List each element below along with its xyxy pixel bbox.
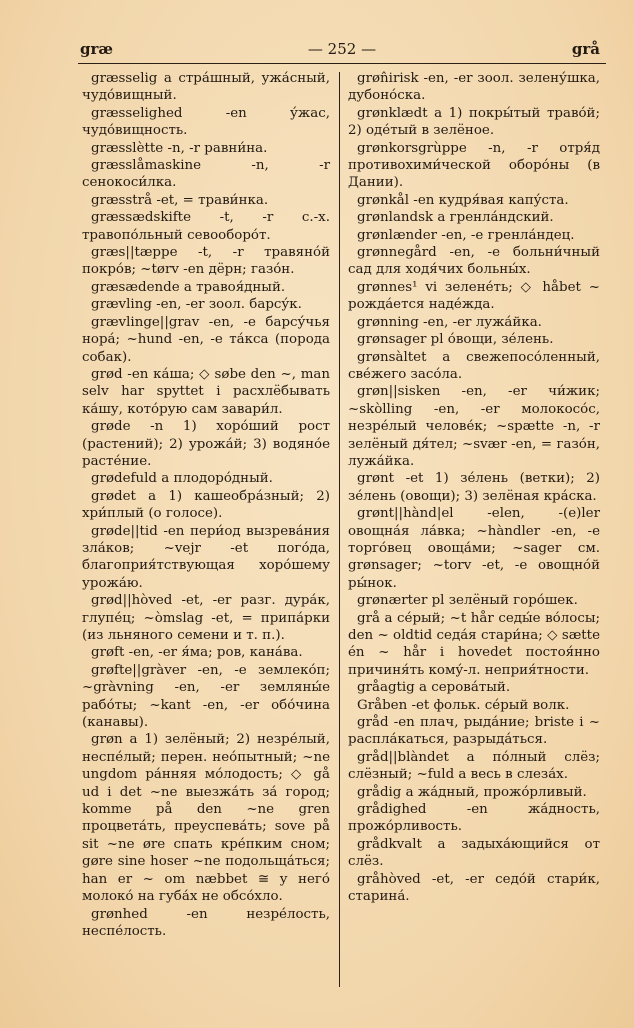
left-column <box>82 70 330 940</box>
column-divider <box>339 72 340 987</box>
dictionary-entry: grøft -en, -er я́ма; ров, кана́ва. <box>91 645 303 661</box>
dictionary-entry: grønærter pl зелёный горо́шек. <box>357 593 578 609</box>
dictionary-entry: grønsàltet a свежепосо́ленный, све́жего засо́ла. <box>348 349 600 382</box>
dictionary-entry: græsselighed -en у́жас, чудо́вищность. <box>82 105 330 139</box>
dictionary-entry: gråd||blàndet a по́лный слёз; слёзный; ~fuld a весь в слеза́х. <box>348 749 600 783</box>
dictionary-entry: grøn a 1) зелёный; 2) незре́лый, неспе́лый; перен. нео́пытный; ~ne ungdom ра́нняя мо́лодость; ◇ gå ud i det ~ne выезжа́ть за́ город; komme på den ~ne gren процвета́ть, преуспева́ть; sove på sit ~ne øre спать кре́пким сном; gøre sine hoser ~ne подольща́ться; han er ~ om næbbet ≅ у него́ молоко́ на губа́х не обсо́хло. <box>82 732 330 905</box>
dictionary-entry: grød||hòved -et, -er разг. дура́к, глупе́ц; ~òmslag -et, = припа́рки (из льняного семени и т. п.). <box>82 593 330 643</box>
dictionary-entry: græsselig a стра́шный, ужа́сный, чудо́вищный. <box>82 71 330 104</box>
dictionary-entry: grønlandsk a гренла́ндский. <box>357 210 554 226</box>
dictionary-entry: grævling -en, -er зоол. барсу́к. <box>91 297 302 313</box>
dictionary-entry: grønt -et 1) зе́лень (ветки); 2) зе́лень (овощи); 3) зелёная кра́ска. <box>348 471 600 504</box>
dictionary-entry: grønklædt a 1) покры́тый траво́й; 2) оде́тый в зелёное. <box>348 105 600 139</box>
dictionary-entry: grønnes¹ vi зелене́ть; ◇ håbet ~ рожда́ется наде́жда. <box>348 279 600 313</box>
right-column <box>348 70 600 906</box>
dictionary-entry: grønkorsgrùppe -n, -r отря́д противохими́ческой оборо́ны (в Дании). <box>348 140 600 191</box>
dictionary-entry: græs||tæppe -t, -r травяно́й покро́в; ~tørv -en дёрн; газо́н. <box>82 245 330 278</box>
dictionary-entry: grådig a жа́дный, прожо́рливый. <box>357 784 587 800</box>
dictionary-entry: grøn̂irisk -en, -er зоол. зелену́шка, дубоно́ска. <box>348 71 600 104</box>
dictionary-entry: gråd -en плач, рыда́ние; briste i ~ распла́каться, разрыда́ться. <box>348 715 600 748</box>
dictionary-entry: grådighed -en жа́дность, прожо́рливость. <box>348 802 600 835</box>
dictionary-entry: græsslåmaskine -n, -r сенокоси́лка. <box>82 158 330 191</box>
dictionary-entry: grønlænder -en, -e гренла́ндец. <box>357 227 575 243</box>
dictionary-entry: gråhòved -et, -er седо́й стари́к, старина́. <box>348 871 600 905</box>
dictionary-entry: grønt||hànd|el -elen, -(e)ler овощна́я ла́вка; ~hàndler -en, -e торго́вец овоща́ми; ~sager см. grønsager; ~torv -et, -e овощно́й ры́нок. <box>348 506 600 591</box>
dictionary-entry: Gråben -et фольк. се́рый волк. <box>357 697 570 713</box>
dictionary-entry: grød -en ка́ша; ◇ søbe den ~, man selv har spyttet i расхлёбывать ка́шу, кото́рую сам завари́л. <box>82 366 330 417</box>
dictionary-entry: grå a се́рый; ~t hår седы́е во́лосы; den ~ oldtid седа́я стари́на; ◇ sætte én ~ hår i hovedet постоя́нно причиня́ть кому́-л. неприя́тности. <box>348 610 600 678</box>
header-first-word: græ <box>80 40 114 58</box>
dictionary-entry: grøfte||gràver -en, -e землеко́п; ~gràvning -en, -er земляны́е рабо́ты; ~kant -en, -er обо́чина (канавы). <box>82 662 330 731</box>
dictionary-entry: grønsager pl о́вощи, зе́лень. <box>357 332 554 348</box>
dictionary-entry: gråagtig a серова́тый. <box>357 680 511 696</box>
dictionary-entry: grødefuld a плодоро́дный. <box>91 471 273 487</box>
dictionary-entry: grævlinge||grav -en, -e барсу́чья нора́; ~hund -en, -e та́кса (порода собак). <box>82 314 330 365</box>
dictionary-entry: grøde -n 1) хоро́ший рост (растений); 2) урожа́й; 3) водяно́е расте́ние. <box>82 419 330 469</box>
dictionary-entry: grønning -en, -er лужа́йка. <box>357 314 542 330</box>
dictionary-entry: græsædende a травоя́дный. <box>91 279 286 295</box>
dictionary-entry: grådkvalt a задыха́ющийся от слёз. <box>348 836 600 870</box>
dictionary-entry: grødet a 1) кашеобра́зный; 2) хри́плый (о голосе). <box>82 488 330 522</box>
header-last-word: grå <box>571 40 600 58</box>
header-rule <box>78 63 606 64</box>
dictionary-entry: grøn||sisken -en, -er чи́жик; ~skòlling -en, -er молокосо́с, незре́лый челове́к; ~spætte -n, -r зелёный дя́тел; ~svær -en, = газо́н, лужа́йка. <box>348 384 600 469</box>
dictionary-entry: græsslètte -n, -r равни́на. <box>91 140 268 156</box>
dictionary-entry: grønnegård -en, -e больни́чный сад для ходя́чих больны́х. <box>348 245 600 278</box>
dictionary-entry: grønhed -en незре́лость, неспе́лость. <box>82 906 330 939</box>
page-number: — 252 — <box>307 40 377 58</box>
page-header <box>78 40 606 62</box>
dictionary-entry: græsstrå -et, = трави́нка. <box>91 192 269 208</box>
dictionary-entry: grønkål -en кудря́вая капу́ста. <box>357 192 569 208</box>
dictionary-entry: græssædskifte -t, -r с.-х. травопо́льный севооборо́т. <box>82 210 330 243</box>
dictionary-entry: grøde||tid -en пери́од вызрева́ния зла́ков; ~vejr -et пого́да, благоприя́тствующая хоро́шему урожа́ю. <box>82 523 330 591</box>
